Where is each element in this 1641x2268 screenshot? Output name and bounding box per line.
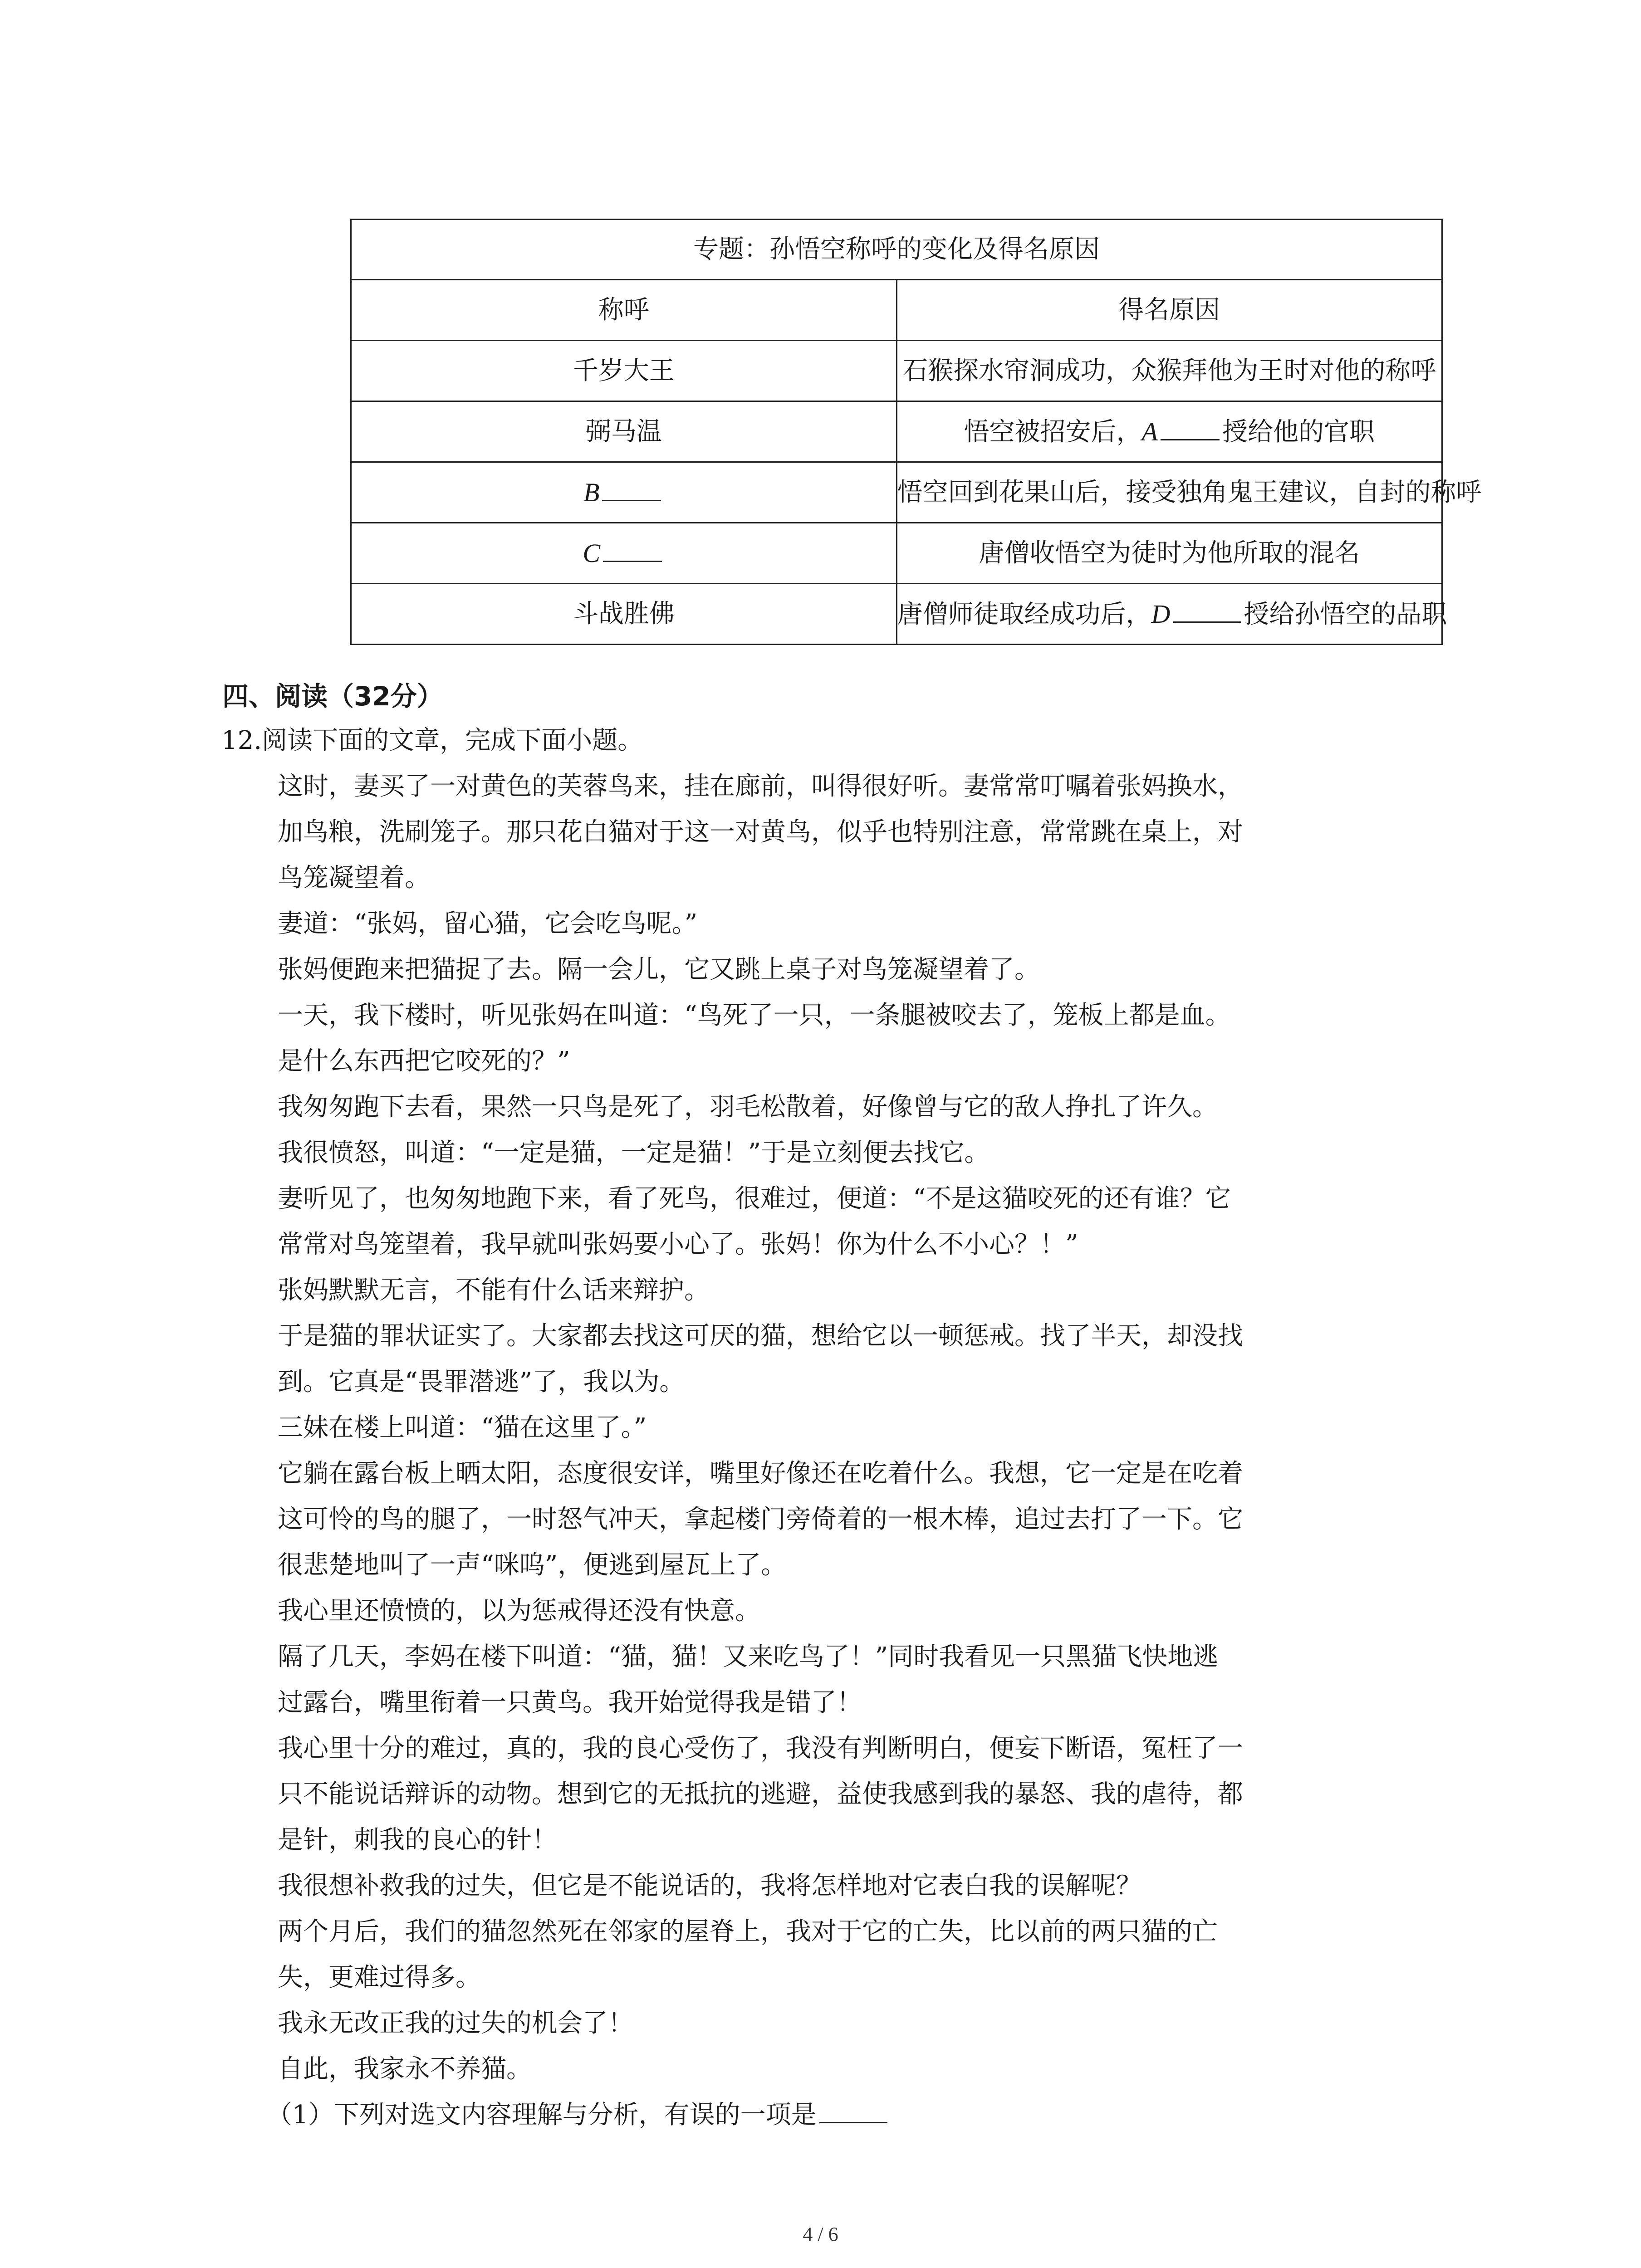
- passage-line: 只不能说话辩诉的动物。想到它的无抵抗的逃避，益使我感到我的暴怒、我的虐待，都: [278, 1779, 1243, 1809]
- row-reason: 悟空被招安后，A 授给他的官职: [896, 401, 1442, 462]
- passage-line: 两个月后，我们的猫忽然死在邻家的屋脊上，我对于它的亡失，比以前的两只猫的亡: [278, 1917, 1218, 1946]
- row-name: 弼马温: [351, 401, 897, 462]
- passage-line: 是针，刺我的良心的针！: [278, 1825, 557, 1855]
- passage-line: 它躺在露台板上晒太阳，态度很安详，嘴里好像还在吃着什么。我想，它一定是在吃着: [278, 1459, 1243, 1488]
- passage-line: 妻听见了，也匆匆地跑下来，看了死鸟，很难过，便道：“不是这猫咬死的还有谁？它: [278, 1184, 1231, 1213]
- row-reason: 悟空回到花果山后，接受独角鬼王建议，自封的称呼: [896, 462, 1442, 523]
- sub-question-1: [267, 2092, 1448, 2138]
- passage-line: 于是猫的罪状证实了。大家都去找这可厌的猫，想给它以一顿惩戒。找了半天，却没找: [278, 1321, 1243, 1351]
- row-reason: 石猴探水帘洞成功，众猴拜他为王时对他的称呼: [896, 341, 1442, 401]
- row-reason: 唐僧师徒取经成功后，D 授给孙悟空的品职: [896, 584, 1442, 645]
- header-reason: 得名原因: [896, 280, 1442, 341]
- row-name: 千岁大王: [351, 341, 897, 401]
- header-name: 称呼: [351, 280, 897, 341]
- question-number: 12.: [221, 726, 262, 755]
- answer-blank-a[interactable]: [1161, 419, 1220, 440]
- table-row: [351, 341, 1442, 401]
- answer-blank-sub-1[interactable]: [819, 2102, 887, 2123]
- passage-line: 这时，妻买了一对黄色的芙蓉鸟来，挂在廊前，叫得很好听。妻常常叮嘱着张妈换水，: [278, 772, 1243, 801]
- answer-blank-c[interactable]: [603, 541, 662, 562]
- passage-line: 我很想补救我的过失，但它是不能说话的，我将怎样地对它表白我的误解呢？: [278, 1871, 1141, 1901]
- table-row: [351, 584, 1442, 645]
- passage-line: 过露台，嘴里衔着一只黄鸟。我开始觉得我是错了！: [278, 1688, 862, 1717]
- table-row: [351, 523, 1442, 584]
- passage-line: 隔了几天，李妈在楼下叫道：“猫，猫！又来吃鸟了！”同时我看见一只黑猫飞快地逃: [278, 1642, 1219, 1672]
- passage-line: 我匆匆跑下去看，果然一只鸟是死了，羽毛松散着，好像曾与它的敌人挣扎了许久。: [278, 1092, 1218, 1122]
- passage-line: 鸟笼凝望着。: [278, 863, 430, 893]
- section-heading: 四、阅读（32分）: [222, 681, 443, 712]
- passage-line: 自此，我家永不养猫。: [278, 2054, 532, 2084]
- row-reason: 唐僧收悟空为徒时为他所取的混名: [896, 523, 1442, 584]
- passage-line: 到。它真是“畏罪潜逃”了，我以为。: [278, 1367, 685, 1397]
- blank-letter-d: D: [1151, 599, 1171, 629]
- passage-line: 我很愤怒，叫道：“一定是猫，一定是猫！”于是立刻便去找它。: [278, 1138, 990, 1168]
- passage-line: 三妹在楼上叫道：“猫在这里了。”: [278, 1413, 647, 1442]
- reading-passage: [267, 763, 1448, 2138]
- table-header-row: [351, 280, 1442, 341]
- page-number: 4 / 6: [803, 2223, 838, 2245]
- passage-line: 一天，我下楼时，听见张妈在叫道：“鸟死了一只，一条腿被咬去了，笼板上都是血。: [278, 1001, 1231, 1030]
- row-name: [351, 523, 897, 584]
- row-name: 斗战胜佛: [351, 584, 897, 645]
- topic-table: [350, 219, 1482, 645]
- blank-letter-b: B: [583, 477, 600, 507]
- passage-line: 是什么东西把它咬死的？”: [278, 1046, 570, 1076]
- passage-line: 失，更难过得多。: [278, 1963, 481, 1992]
- blank-letter-a: A: [1141, 416, 1158, 446]
- passage-line: 妻道：“张妈，留心猫，它会吃鸟呢。”: [278, 909, 698, 938]
- sub-question-text: （1）下列对选文内容理解与分析，有误的一项是: [267, 2100, 817, 2130]
- blank-letter-c: C: [583, 538, 601, 568]
- answer-blank-d[interactable]: [1173, 601, 1241, 623]
- table-row: [351, 401, 1442, 462]
- row-name: [351, 462, 897, 523]
- passage-line: 很悲楚地叫了一声“咪呜”，便逃到屋瓦上了。: [278, 1550, 787, 1580]
- table-title: 专题：孙悟空称呼的变化及得名原因: [351, 220, 1442, 280]
- passage-line: 张妈便跑来把猫捉了去。隔一会儿，它又跳上桌子对鸟笼凝望着了。: [278, 955, 1040, 984]
- question-text: 阅读下面的文章，完成下面小题。: [262, 726, 643, 755]
- answer-blank-b[interactable]: [602, 480, 661, 501]
- passage-line: 我心里还愤愤的，以为惩戒得还没有快意。: [278, 1596, 760, 1626]
- passage-line: 常常对鸟笼望着，我早就叫张妈要小心了。张妈！你为什么不小心？！”: [278, 1230, 1078, 1259]
- passage-line: 这可怜的鸟的腿了，一时怒气冲天，拿起楼门旁倚着的一根木棒，追过去打了一下。它: [278, 1505, 1243, 1534]
- passage-line: 我心里十分的难过，真的，我的良心受伤了，我没有判断明白，便妄下断语，冤枉了一: [278, 1734, 1243, 1763]
- passage-line: 加鸟粮，洗刷笼子。那只花白猫对于这一对黄鸟，似乎也特别注意，常常跳在桌上，对: [278, 817, 1243, 847]
- passage-line: 张妈默默无言，不能有什么话来辩护。: [278, 1276, 710, 1305]
- passage-line: 我永无改正我的过失的机会了！: [278, 2009, 633, 2038]
- question-prompt: [221, 720, 643, 757]
- table-row: [351, 462, 1442, 523]
